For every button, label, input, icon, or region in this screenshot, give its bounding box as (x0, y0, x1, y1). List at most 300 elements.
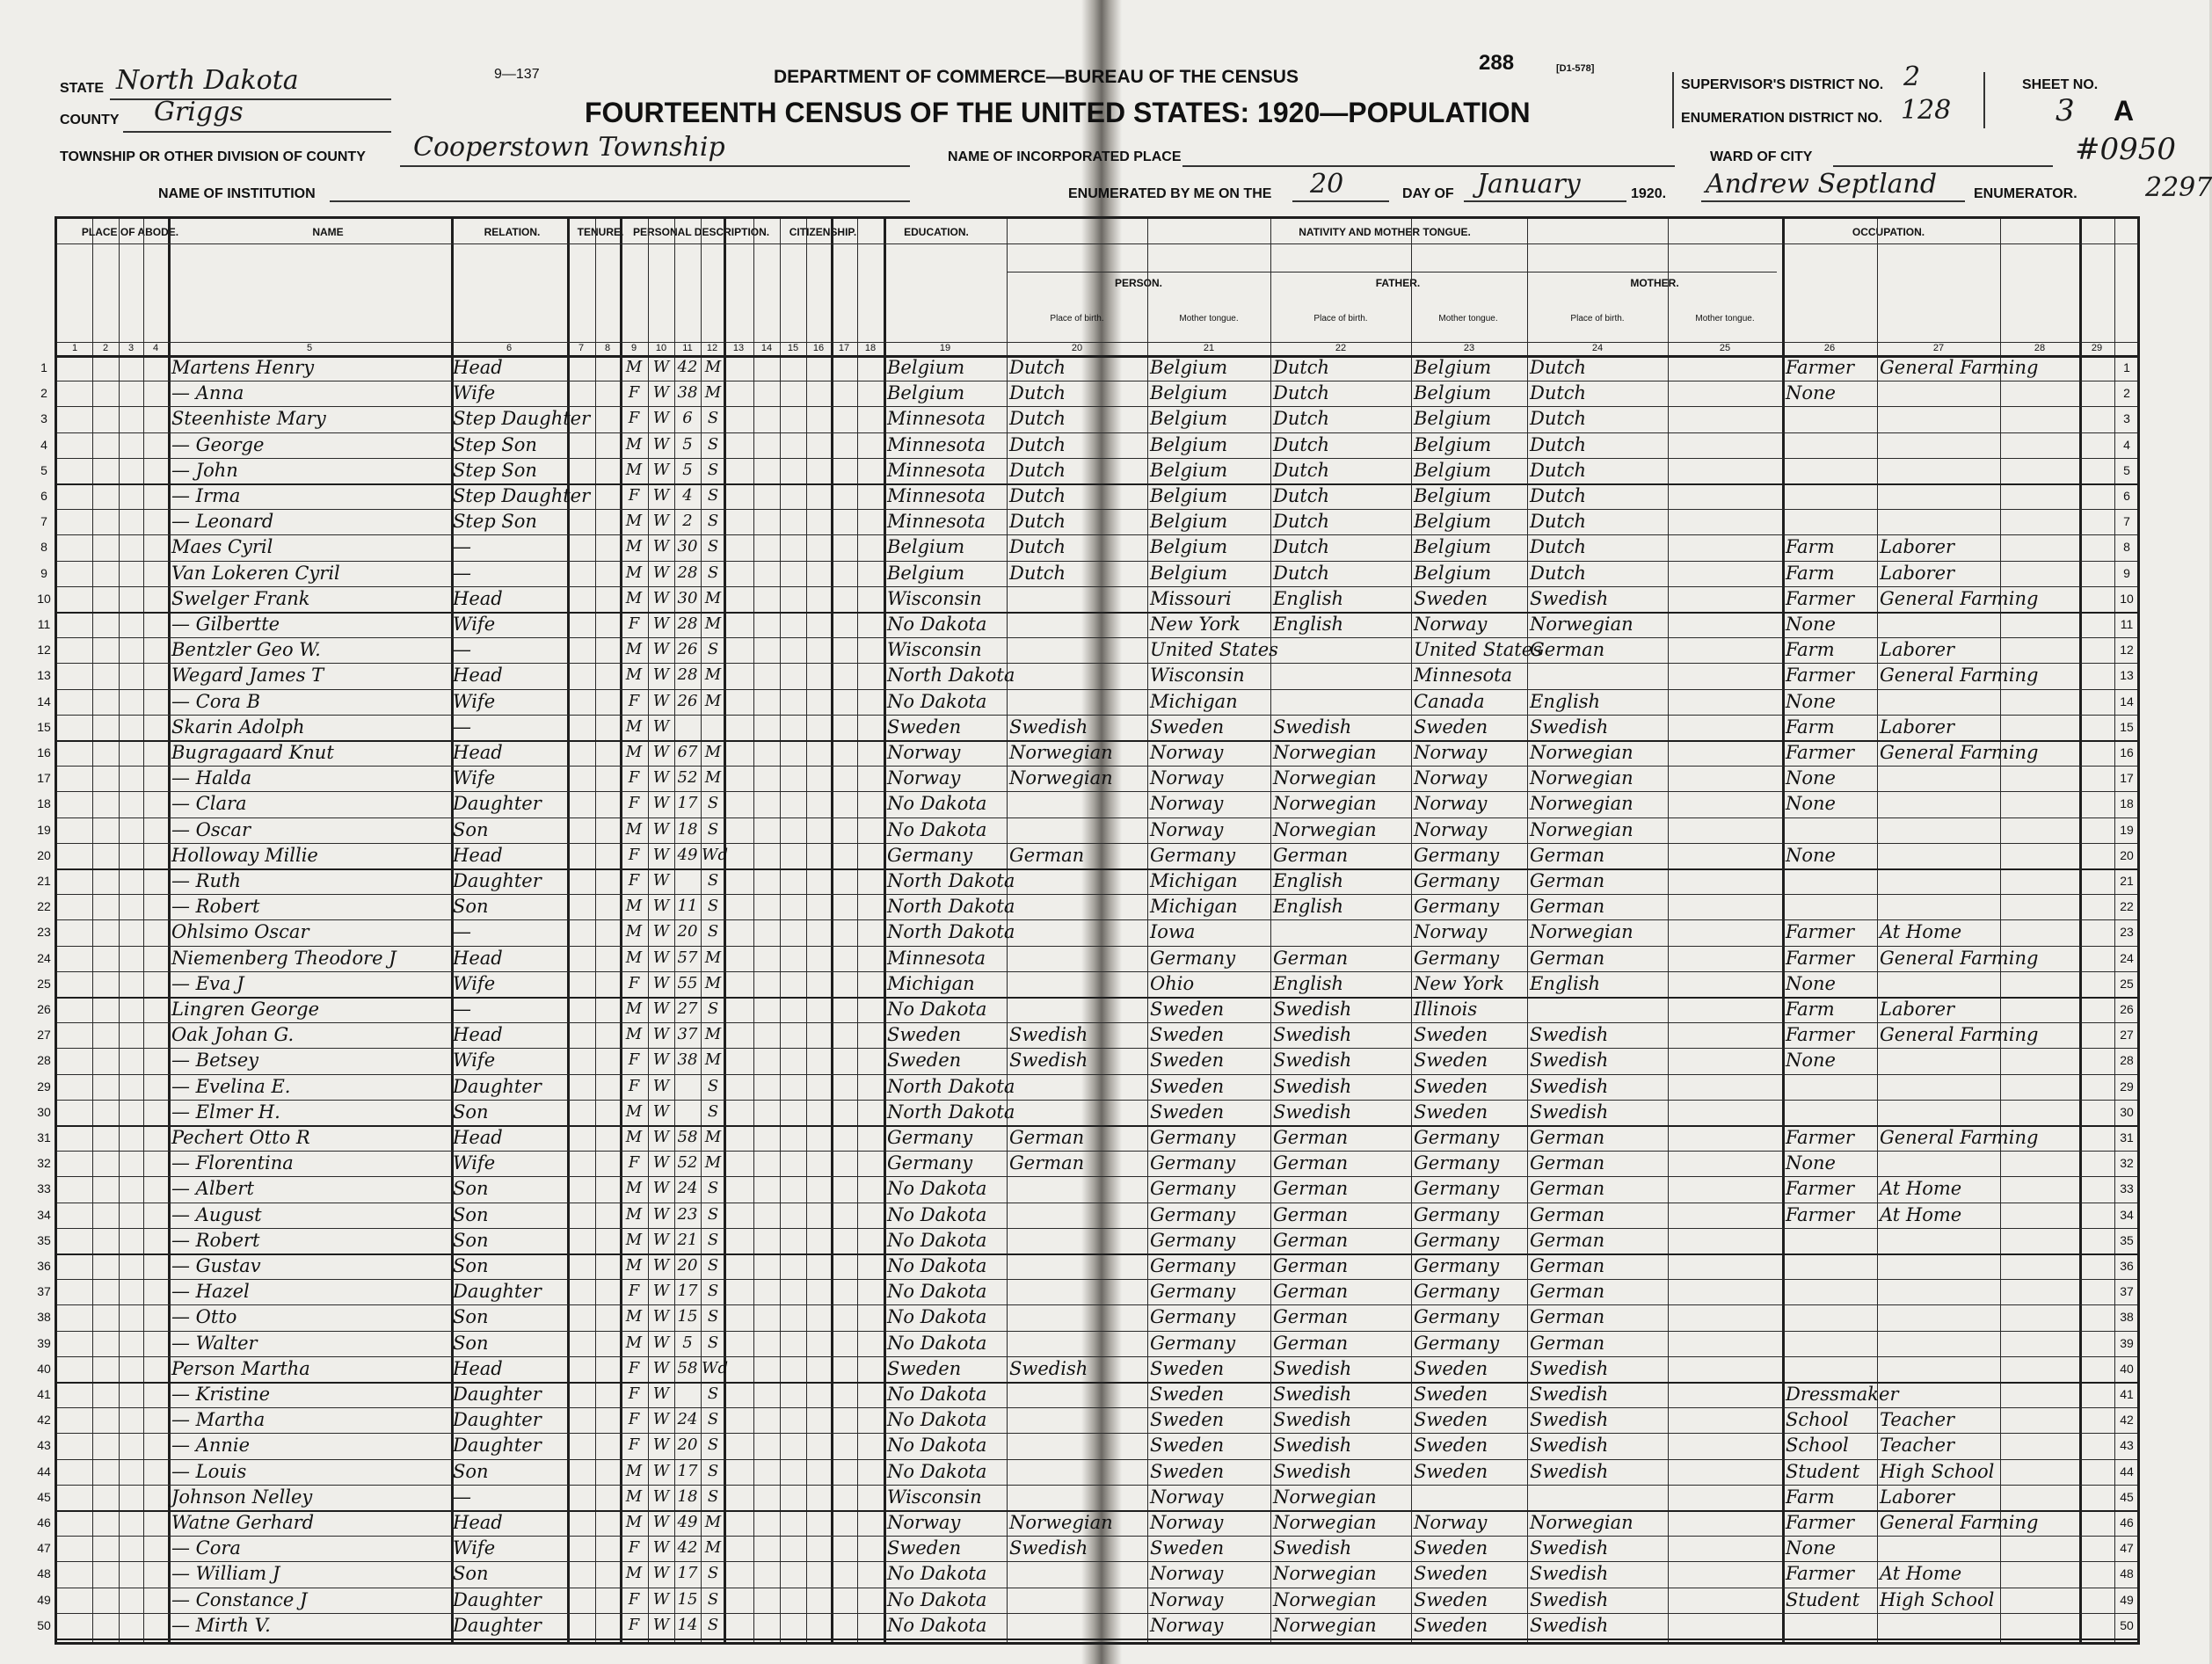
cell-name: — Cora B (171, 690, 261, 712)
cell-father-birthplace: Norway (1150, 1512, 1224, 1533)
line-number-left: 44 (37, 1464, 51, 1479)
cell-father-tongue: German (1273, 947, 1349, 969)
cell-occupation: None (1786, 614, 1836, 635)
cell-age: 18 (677, 819, 698, 839)
cell-relation: Son (453, 1332, 489, 1354)
cell-marital: S (707, 537, 719, 556)
cell-birthplace: Sweden (887, 1050, 962, 1072)
cell-relation: Daughter (453, 1384, 542, 1405)
cell-mother-mtongue: German (1530, 1178, 1605, 1200)
column-number: 2 (102, 343, 109, 353)
column-number: 7 (578, 343, 585, 353)
cell-father-tongue: Swedish (1273, 1357, 1352, 1379)
cell-mother-birthplace: Germany (1414, 844, 1500, 866)
cell-sex: F (628, 768, 640, 788)
line-number: 3 (2123, 411, 2130, 426)
column-number: 28 (2034, 343, 2046, 353)
cell-marital: S (707, 922, 719, 941)
cell-mother-birthplace: Norway (1414, 1512, 1488, 1533)
column-number: 12 (706, 343, 718, 353)
cell-age: 6 (682, 409, 693, 428)
cell-father-tongue: German (1273, 1203, 1349, 1225)
cell-name: — Leonard (171, 511, 274, 533)
cell-race: W (652, 1307, 670, 1326)
cell-relation: Son (453, 818, 489, 840)
cell-mother-mtongue: Swedish (1530, 1409, 1609, 1431)
column-number: 21 (1203, 343, 1215, 353)
cell-age: 37 (677, 1025, 698, 1044)
cell-father-tongue: Dutch (1273, 382, 1330, 404)
cell-mother-birthplace: Germany (1414, 1127, 1500, 1148)
cell-race: W (652, 691, 670, 710)
cell-marital: S (707, 640, 719, 659)
cell-relation: Head (453, 742, 503, 763)
cell-mother-birthplace: Minnesota (1414, 665, 1513, 687)
cell-age: 5 (682, 1333, 693, 1352)
cell-relation: Son (453, 1203, 489, 1225)
census-title: FOURTEENTH CENSUS OF THE UNITED STATES: 1920—POPULATION (585, 97, 1531, 128)
cell-occupation: Farmer (1786, 1512, 1855, 1533)
cell-race: W (652, 383, 670, 403)
cell-occupation: Farm (1786, 536, 1835, 558)
line-number: 40 (2120, 1361, 2134, 1376)
cell-father-tongue: German (1273, 1306, 1349, 1328)
cell-mother-mtongue: Norwegian (1530, 921, 1634, 943)
cell-name: — Gustav (171, 1255, 261, 1276)
cell-marital: M (704, 383, 722, 403)
line-number-left: 36 (37, 1259, 51, 1273)
cell-name: Lingren George (171, 999, 320, 1020)
cell-sex: M (625, 1513, 643, 1531)
line-number-left: 5 (40, 462, 47, 477)
cell-age: 28 (677, 614, 698, 633)
group-citizenship: CITIZENSHIP. (789, 226, 857, 238)
cell-age: 26 (677, 640, 698, 659)
cell-father-tongue: Swedish (1273, 1024, 1352, 1046)
cell-mother-mtongue: Norwegian (1530, 742, 1634, 763)
cell-birthplace: Sweden (887, 1537, 962, 1559)
cell-relation: Step Daughter (453, 485, 591, 506)
cell-birthplace: Germany (887, 1152, 973, 1174)
cell-occupation: None (1786, 1152, 1836, 1174)
cell-mother-tongue: Norwegian (1009, 767, 1113, 789)
cell-industry: Laborer (1880, 716, 1955, 738)
cell-father-birthplace: Sweden (1150, 1460, 1225, 1482)
cell-mother-mtongue: German (1530, 844, 1605, 866)
line-number-left: 4 (40, 437, 47, 452)
cell-mother-mtongue: German (1530, 1152, 1605, 1174)
cell-relation: Wife (453, 972, 496, 994)
cell-father-tongue: Dutch (1273, 485, 1330, 506)
line-number: 33 (2120, 1181, 2134, 1196)
cell-father-tongue: Dutch (1273, 562, 1330, 584)
subgroup-mother: MOTHER. (1630, 277, 1679, 289)
cell-birthplace: Sweden (887, 1024, 962, 1046)
cell-marital: S (707, 409, 719, 428)
cell-sex: M (625, 563, 643, 582)
cell-race: W (652, 614, 670, 633)
cell-age: 30 (677, 588, 698, 607)
cell-mother-birthplace: Sweden (1414, 1075, 1488, 1097)
cell-name: Steenhiste Mary (171, 408, 326, 430)
cell-name: — Kristine (171, 1384, 271, 1405)
column-number: 3 (127, 343, 135, 353)
cell-sex: M (625, 665, 643, 685)
cell-marital: S (707, 1564, 719, 1583)
cell-marital: S (707, 999, 719, 1018)
cell-birthplace: No Dakota (887, 1229, 987, 1251)
cell-sex: M (625, 716, 643, 736)
cell-relation: — (453, 639, 471, 661)
cell-relation: Wife (453, 382, 496, 404)
cell-age: 24 (677, 1410, 698, 1429)
cell-father-tongue: English (1273, 870, 1344, 891)
enumeration-district-value: 128 (1901, 95, 1952, 126)
cell-race: W (652, 845, 670, 864)
line-number: 9 (2123, 565, 2130, 580)
cell-age: 42 (677, 1538, 698, 1558)
cell-birthplace: No Dakota (887, 1281, 987, 1303)
cell-marital: M (704, 1128, 722, 1146)
line-number: 15 (2120, 719, 2134, 734)
line-number: 35 (2120, 1232, 2134, 1247)
line-number: 44 (2120, 1464, 2134, 1479)
cell-relation: Head (453, 357, 503, 378)
cell-mother-mtongue: German (1530, 947, 1605, 969)
cell-occupation: School (1786, 1435, 1849, 1457)
cell-mother-birthplace: Norway (1414, 793, 1488, 815)
line-number-left: 20 (37, 847, 51, 862)
cell-sex: M (625, 434, 643, 454)
group-tenure: TENURE. (577, 226, 624, 238)
line-number: 29 (2120, 1079, 2134, 1094)
cell-name: — Eva J (171, 972, 244, 994)
cell-age: 58 (677, 1358, 698, 1377)
line-number: 43 (2120, 1438, 2134, 1453)
cell-birthplace: No Dakota (887, 614, 987, 635)
cell-marital: M (704, 768, 722, 788)
cell-industry: General Farming (1880, 587, 2039, 609)
line-number-left: 23 (37, 925, 51, 940)
cell-race: W (652, 819, 670, 839)
cell-mother-tongue: Norwegian (1009, 1512, 1113, 1533)
cell-mother-mtongue: Norwegian (1530, 1512, 1634, 1533)
line-number: 45 (2120, 1489, 2134, 1504)
cell-sex: M (625, 1256, 643, 1275)
cell-mother-tongue: Dutch (1009, 357, 1066, 378)
county-value: Griggs (154, 97, 244, 127)
cell-name: — Hazel (171, 1281, 250, 1303)
cell-mother-birthplace: Germany (1414, 870, 1500, 891)
cell-mother-mtongue: Swedish (1530, 1101, 1609, 1123)
cell-father-birthplace: Sweden (1150, 716, 1225, 738)
cell-age: 20 (677, 1435, 698, 1455)
cell-race: W (652, 1461, 670, 1480)
line-number-left: 48 (37, 1566, 51, 1581)
cell-sex: F (628, 1435, 640, 1455)
cell-name: — Mirth V. (171, 1614, 271, 1636)
cell-race: W (652, 460, 670, 479)
cell-age: 27 (677, 999, 698, 1018)
line-number-left: 32 (37, 1156, 51, 1171)
cell-father-birthplace: Sweden (1150, 1075, 1225, 1097)
cell-sex: F (628, 1538, 640, 1558)
cell-age: 49 (677, 1513, 698, 1531)
group-personal: PERSONAL DESCRIPTION. (633, 226, 770, 238)
column-number: 13 (732, 343, 745, 353)
label-mt-father: Mother tongue. (1438, 314, 1498, 323)
cell-marital: S (707, 1615, 719, 1634)
cell-race: W (652, 1204, 670, 1224)
cell-name: Pechert Otto R (171, 1127, 310, 1148)
cell-industry: Teacher (1880, 1409, 1955, 1431)
cell-relation: Son (453, 1306, 489, 1328)
cell-name: — Constance J (171, 1588, 308, 1610)
line-number: 5 (2123, 462, 2130, 477)
line-number-left: 27 (37, 1028, 51, 1043)
cell-mother-birthplace: Sweden (1414, 1384, 1488, 1405)
cell-father-birthplace: Sweden (1150, 1024, 1225, 1046)
cell-name: — Cora (171, 1537, 241, 1559)
cell-father-birthplace: Belgium (1150, 408, 1228, 430)
cell-name: Oak Johan G. (171, 1024, 295, 1046)
cell-father-tongue: Norwegian (1273, 818, 1377, 840)
cell-name: Wegard James T (171, 665, 324, 687)
cell-age: 20 (677, 1256, 698, 1275)
cell-marital: M (704, 973, 722, 992)
cell-father-birthplace: Germany (1150, 1127, 1236, 1148)
cell-relation: Daughter (453, 1588, 542, 1610)
cell-mother-tongue: Swedish (1009, 1050, 1088, 1072)
cell-age: 57 (677, 948, 698, 967)
cell-mother-birthplace: Germany (1414, 1152, 1500, 1174)
cell-mother-birthplace: Belgium (1414, 357, 1492, 378)
cell-mother-birthplace: Germany (1414, 1281, 1500, 1303)
cell-name: Martens Henry (171, 357, 315, 378)
cell-age: 21 (677, 1230, 698, 1249)
cell-father-birthplace: Germany (1150, 1306, 1236, 1328)
cell-marital: S (707, 794, 719, 813)
cell-marital: S (707, 1101, 719, 1121)
column-number: 4 (152, 343, 159, 353)
cell-father-birthplace: Norway (1150, 793, 1224, 815)
cell-name: Bugragaard Knut (171, 742, 334, 763)
line-number-left: 30 (37, 1104, 51, 1119)
cell-industry: General Farming (1880, 357, 2039, 378)
cell-father-tongue: Swedish (1273, 1537, 1352, 1559)
cell-father-tongue: Norwegian (1273, 1614, 1377, 1636)
cell-father-tongue: Swedish (1273, 1460, 1352, 1482)
cell-marital: S (707, 1256, 719, 1275)
label-pob-father: Place of birth. (1313, 314, 1368, 323)
line-number-left: 45 (37, 1489, 51, 1504)
cell-race: W (652, 665, 670, 685)
cell-relation: Wife (453, 767, 496, 789)
cell-relation: Step Daughter (453, 408, 591, 430)
cell-relation: — (453, 921, 471, 943)
cell-sex: F (628, 845, 640, 864)
cell-race: W (652, 1230, 670, 1249)
cell-mother-birthplace: Sweden (1414, 1537, 1488, 1559)
cell-mother-birthplace: United States (1414, 639, 1542, 661)
cell-occupation: Farm (1786, 716, 1835, 738)
cell-name: — Anna (171, 382, 244, 404)
cell-race: W (652, 922, 670, 941)
cell-age: 17 (677, 1461, 698, 1480)
cell-marital: M (704, 1050, 722, 1070)
line-number-left: 50 (37, 1617, 51, 1632)
cell-age: 11 (677, 897, 698, 916)
line-number-left: 17 (37, 771, 51, 786)
cell-mother-birthplace: New York (1414, 972, 1504, 994)
cell-name: — Walter (171, 1332, 258, 1354)
cell-name: Ohlsimo Oscar (171, 921, 309, 943)
cell-marital: S (707, 1333, 719, 1352)
cell-father-tongue: German (1273, 1255, 1349, 1276)
line-number: 6 (2123, 489, 2130, 503)
cell-mother-birthplace: Belgium (1414, 433, 1492, 455)
cell-father-birthplace: Norway (1150, 742, 1224, 763)
cell-mother-birthplace: Canada (1414, 690, 1485, 712)
column-number: 5 (306, 343, 313, 353)
cell-name: — Oscar (171, 818, 251, 840)
cell-birthplace: Norway (887, 1512, 961, 1533)
line-number-left: 49 (37, 1592, 51, 1607)
cell-age: 38 (677, 1050, 698, 1070)
line-number-left: 10 (37, 591, 51, 606)
line-number: 31 (2120, 1130, 2134, 1144)
cell-sex: M (625, 819, 643, 839)
cell-race: W (652, 640, 670, 659)
cell-father-birthplace: Germany (1150, 844, 1236, 866)
cell-father-tongue: German (1273, 844, 1349, 866)
line-number-left: 14 (37, 694, 51, 708)
cell-mother-mtongue: Dutch (1530, 511, 1587, 533)
cell-birthplace: No Dakota (887, 1178, 987, 1200)
line-number: 32 (2120, 1156, 2134, 1171)
label-mt-mother: Mother tongue. (1695, 314, 1755, 323)
cell-race: W (652, 1076, 670, 1095)
cell-father-tongue: Norwegian (1273, 742, 1377, 763)
cell-mother-mtongue: German (1530, 1255, 1605, 1276)
cell-race: W (652, 1384, 670, 1403)
cell-father-tongue: Norwegian (1273, 793, 1377, 815)
cell-mother-tongue: Norwegian (1009, 742, 1113, 763)
cell-birthplace: North Dakota (887, 1101, 1015, 1123)
cell-sex: M (625, 537, 643, 556)
cell-father-birthplace: Belgium (1150, 357, 1228, 378)
line-number: 12 (2120, 643, 2134, 658)
cell-birthplace: Wisconsin (887, 639, 982, 661)
cell-occupation: School (1786, 1409, 1849, 1431)
cell-occupation: None (1786, 844, 1836, 866)
cell-sex: F (628, 486, 640, 505)
cell-age: 52 (677, 1153, 698, 1173)
cell-occupation: Farmer (1786, 742, 1855, 763)
cell-occupation: Farm (1786, 1486, 1835, 1508)
cell-industry: High School (1880, 1460, 1995, 1482)
cell-age: 14 (677, 1615, 698, 1634)
cell-sex: M (625, 1204, 643, 1224)
cell-mother-birthplace: Germany (1414, 1178, 1500, 1200)
enumerator-label: ENUMERATOR. (1974, 186, 2077, 201)
cell-sex: F (628, 614, 640, 633)
line-number: 18 (2120, 796, 2134, 811)
cell-sex: F (628, 1384, 640, 1403)
line-number-left: 19 (37, 822, 51, 837)
line-number: 46 (2120, 1515, 2134, 1530)
cell-marital: M (704, 1538, 722, 1558)
cell-marital: M (704, 743, 722, 761)
cell-name: — Betsey (171, 1050, 259, 1072)
cell-father-tongue: Norwegian (1273, 1512, 1377, 1533)
cell-relation: — (453, 562, 471, 584)
line-number: 14 (2120, 694, 2134, 708)
cell-mother-birthplace: Sweden (1414, 1101, 1488, 1123)
column-number: 24 (1591, 343, 1604, 353)
cell-industry: At Home (1880, 1563, 1962, 1585)
cell-sex: F (628, 691, 640, 710)
cell-father-birthplace: Germany (1150, 1281, 1236, 1303)
line-number: 50 (2120, 1617, 2134, 1632)
column-number: 25 (1719, 343, 1731, 353)
cell-birthplace: Sweden (887, 1357, 962, 1379)
census-table (37, 216, 2140, 1645)
cell-race: W (652, 897, 670, 916)
cell-birthplace: Minnesota (887, 408, 986, 430)
column-number: 8 (604, 343, 611, 353)
cell-father-birthplace: Sweden (1150, 1101, 1225, 1123)
cell-race: W (652, 563, 670, 582)
cell-father-tongue: German (1273, 1178, 1349, 1200)
cell-birthplace: No Dakota (887, 1332, 987, 1354)
line-number-left: 8 (40, 540, 47, 555)
cell-mother-birthplace: Norway (1414, 818, 1488, 840)
line-number-left: 7 (40, 514, 47, 529)
cell-race: W (652, 999, 670, 1018)
cell-relation: Wife (453, 614, 496, 635)
cell-birthplace: Minnesota (887, 459, 986, 481)
cell-father-birthplace: New York (1150, 614, 1241, 635)
cell-birthplace: No Dakota (887, 818, 987, 840)
cell-sex: M (625, 1179, 643, 1198)
cell-mother-mtongue: Swedish (1530, 1357, 1609, 1379)
cell-father-birthplace: Norway (1150, 1588, 1224, 1610)
cell-industry: Laborer (1880, 562, 1955, 584)
cell-mother-birthplace: Belgium (1414, 562, 1492, 584)
cell-occupation: None (1786, 1537, 1836, 1559)
cell-industry: General Farming (1880, 1512, 2039, 1533)
cell-race: W (652, 948, 670, 967)
cell-mother-mtongue: Swedish (1530, 1537, 1609, 1559)
cell-father-birthplace: Belgium (1150, 562, 1228, 584)
cell-occupation: Farmer (1786, 1024, 1855, 1046)
cell-age: 18 (677, 1486, 698, 1506)
cell-name: — Albert (171, 1178, 254, 1200)
cell-age: 38 (677, 383, 698, 403)
cell-birthplace: Norway (887, 742, 961, 763)
cell-sex: M (625, 512, 643, 531)
cell-marital: S (707, 512, 719, 531)
line-number: 47 (2120, 1541, 2134, 1556)
cell-birthplace: Germany (887, 1127, 973, 1148)
line-number: 11 (2120, 617, 2134, 631)
column-number: 16 (812, 343, 825, 353)
cell-race: W (652, 743, 670, 761)
cell-mother-birthplace: Belgium (1414, 382, 1492, 404)
cell-marital: S (707, 1282, 719, 1301)
cell-mother-mtongue: English (1530, 972, 1601, 994)
